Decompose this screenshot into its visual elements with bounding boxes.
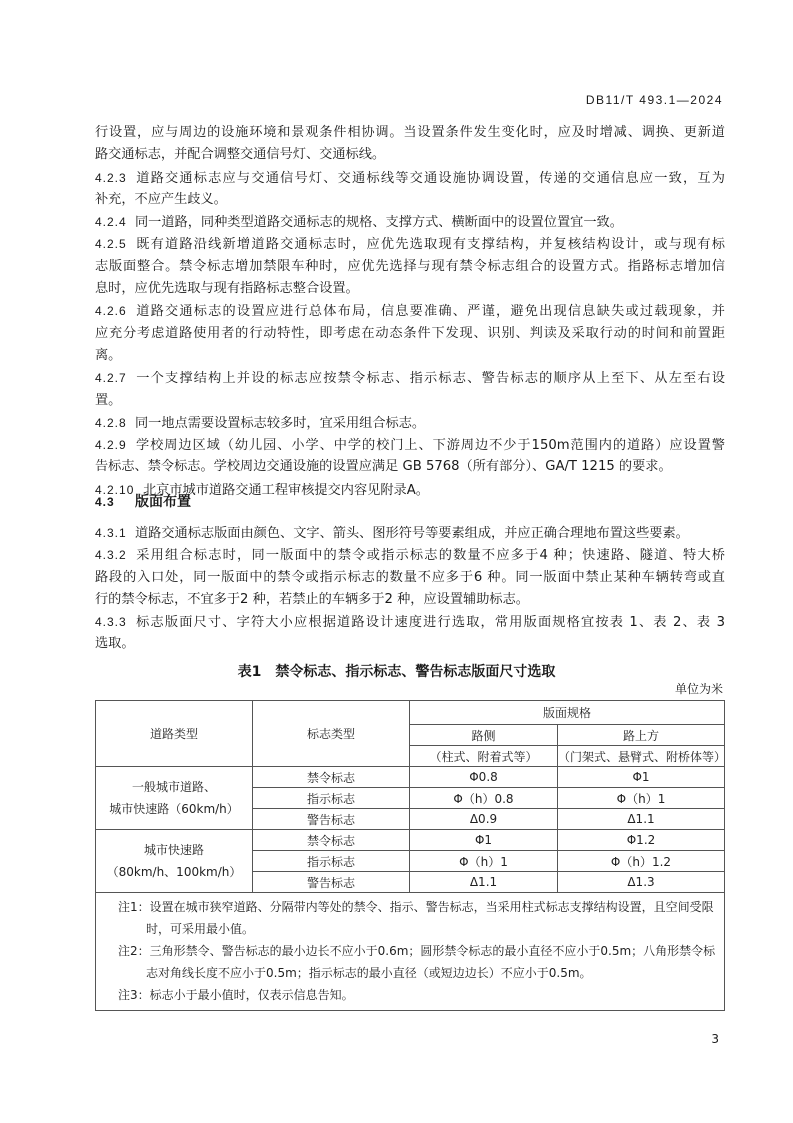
page-number: 3 bbox=[711, 1032, 719, 1046]
road-type-line: （80km/h、100km/h） bbox=[106, 865, 242, 879]
sign-type-cell: 警告标志 bbox=[253, 872, 410, 893]
clause-4-2-8 bbox=[95, 412, 725, 434]
overhead-cell: Φ1.2 bbox=[558, 830, 725, 851]
text-line: 选取。 bbox=[95, 636, 135, 652]
roadside-cell: Δ1.1 bbox=[410, 872, 558, 893]
overhead-cell: Φ（h）1 bbox=[558, 788, 725, 809]
clause-4-2-7 bbox=[95, 367, 725, 389]
text-line: 道路交通标志的设置应进行总体布局，信息要准确、严谨，避免出现信息缺失或过载现象，并 bbox=[135, 304, 725, 320]
table-caption: 表1 禁令标志、指示标志、警告标志版面尺寸选取 bbox=[237, 664, 556, 680]
text-line: 离。 bbox=[95, 347, 122, 363]
text-line: 行的禁令标志，不宜多于2 种，若禁止的车辆多于2 种，应设置辅助标志。 bbox=[95, 591, 529, 607]
clause-number: 4.2.3 bbox=[95, 170, 127, 185]
table-row bbox=[96, 767, 725, 788]
text-line: 补充，不应产生歧义。 bbox=[95, 191, 227, 207]
roadside-cell: Φ1 bbox=[410, 830, 558, 851]
clause-4-2-9 bbox=[95, 434, 725, 456]
text-line: 一个支撑结构上并设的标志应按禁令标志、指示标志、警告标志的顺序从上至下、从左至右设 bbox=[135, 371, 725, 387]
header-road-type: 道路类型 bbox=[96, 701, 253, 767]
roadside-cell: Φ0.8 bbox=[410, 767, 558, 788]
text-line: 应充分考虑道路使用者的行动特性，即考虑在动态条件下发现、识别、判读及采取行动的时间和前置距 bbox=[95, 325, 725, 341]
clause-number: 4.2.5 bbox=[95, 237, 127, 252]
header-roadside-sub: （柱式、附着式等） bbox=[410, 746, 558, 767]
roadside-cell: Δ0.9 bbox=[410, 809, 558, 830]
sign-type-cell: 禁令标志 bbox=[253, 767, 410, 788]
text-line: 路交通标志，并配合调整交通信号灯、交通标线。 bbox=[95, 147, 386, 163]
overhead-cell: Δ1.1 bbox=[558, 809, 725, 830]
text-line: 息时，应优先选取与现有指路标志整合设置。 bbox=[95, 281, 359, 297]
table-note: 注3：标志小于最小值时，仅表示信息告知。 bbox=[118, 988, 354, 1002]
clause-number: 4.2.4 bbox=[95, 215, 127, 230]
clause-number: 4.3.1 bbox=[95, 526, 127, 540]
road-type-cell bbox=[96, 767, 253, 830]
text-line: 北京市城市道路交通工程审核提交内容见附录A。 bbox=[143, 482, 429, 498]
roadside-cell: Φ（h）0.8 bbox=[410, 788, 558, 809]
road-type-line: 一般城市道路、 bbox=[131, 780, 216, 794]
road-type-line: 城市快速路（60km/h） bbox=[109, 802, 239, 816]
text-line: 同一地点需要设置标志较多时，宜采用组合标志。 bbox=[135, 415, 426, 431]
clause-4-3-3 bbox=[95, 611, 725, 633]
header-roadside: 路侧 bbox=[410, 725, 558, 746]
clause-4-2-4 bbox=[95, 211, 725, 233]
table-unit: 单位为米 bbox=[674, 682, 723, 696]
document-number: DB11/T 493.1—2024 bbox=[585, 93, 723, 107]
clause-number: 4.2.9 bbox=[95, 438, 127, 453]
clause-number: 4.2.10 bbox=[95, 482, 135, 497]
road-type-cell bbox=[96, 830, 253, 893]
clauses-4-2 bbox=[95, 122, 725, 501]
table-note: 注1：设置在城市狭窄道路、分隔带内等处的禁令、指示、警告标志，当采用柱式标志支撑结构设置，且空间受限时，可采用最小值。 bbox=[118, 900, 714, 936]
sign-type-cell: 指示标志 bbox=[253, 851, 410, 872]
clause-number: 4.2.7 bbox=[95, 371, 127, 386]
text-line: 告标志、禁令标志。学校周边交通设施的设置应满足 GB 5768（所有部分）、GA/T 1215 的要求。 bbox=[95, 459, 672, 475]
section-4-3-heading bbox=[95, 491, 725, 513]
text-line: 学校周边区域（幼儿园、小学、中学的校门上、下游周边不少于150m范围内的道路）应设置警 bbox=[135, 438, 725, 454]
sign-type-cell: 禁令标志 bbox=[253, 830, 410, 851]
clauses-4-3 bbox=[95, 522, 725, 656]
clause-4-3-2 bbox=[95, 544, 725, 566]
header-overhead-sub: （门架式、悬臂式、附桥体等） bbox=[558, 746, 725, 767]
text-line: 置。 bbox=[95, 392, 122, 408]
overhead-cell: Φ（h）1.2 bbox=[558, 851, 725, 872]
text-line: 既有道路沿线新增道路交通标志时，应优先选取现有支撑结构，并复核结构设计，或与现有标 bbox=[135, 237, 725, 253]
road-type-line: 城市快速路 bbox=[143, 843, 204, 857]
sign-type-cell: 警告标志 bbox=[253, 809, 410, 830]
table-notes bbox=[96, 893, 725, 1011]
text-line: 道路交通标志版面由颜色、文字、箭头、图形符号等要素组成，并应正确合理地布置这些要素。 bbox=[135, 526, 689, 541]
clause-number: 4.3.3 bbox=[95, 615, 127, 630]
overhead-cell: Φ1 bbox=[558, 767, 725, 788]
clause-4-3-1 bbox=[95, 522, 725, 544]
text-line: 采用组合标志时，同一版面中的禁令或指示标志的数量不应多于4 种；快速路、隧道、特大桥 bbox=[135, 548, 725, 564]
table-row bbox=[96, 830, 725, 851]
header-spec: 版面规格 bbox=[410, 701, 725, 725]
section-number: 4.3 bbox=[95, 495, 115, 509]
clause-4-2-5 bbox=[95, 233, 725, 255]
roadside-cell: Φ（h）1 bbox=[410, 851, 558, 872]
clause-number: 4.3.2 bbox=[95, 548, 127, 563]
header-overhead: 路上方 bbox=[558, 725, 725, 746]
clause-4-2-6 bbox=[95, 300, 725, 322]
text-line: 路段的入口处，同一版面中的禁令或指示标志的数量不应多于6 种。同一版面中禁止某种车辆转弯或直 bbox=[95, 569, 725, 585]
clause-number: 4.2.8 bbox=[95, 415, 127, 430]
table-note: 注2：三角形禁令、警告标志的最小边长不应小于0.6m；圆形禁令标志的最小直径不应小于0.5m；八角形禁令标志对角线长度不应小于0.5m；指示标志的最小直径（或短边边长）不应小于0.5m。 bbox=[118, 944, 716, 980]
sign-size-table bbox=[95, 700, 725, 1011]
text-line: 道路交通标志应与交通信号灯、交通标线等交通设施协调设置，传递的交通信息应一致，互为 bbox=[135, 170, 725, 186]
text-line: 标志版面尺寸、字符大小应根据道路设计速度进行选取，常用版面规格宜按表 1、表 2、表 3 bbox=[135, 615, 725, 631]
text-line: 志版面整合。禁令标志增加禁限车种时，应优先选择与现有禁令标志组合的设置方式。指路标志增加信 bbox=[95, 258, 725, 274]
text-line: 同一道路，同种类型道路交通标志的规格、支撑方式、横断面中的设置位置宜一致。 bbox=[135, 215, 623, 231]
section-title: 版面布置 bbox=[135, 494, 191, 510]
sign-type-cell: 指示标志 bbox=[253, 788, 410, 809]
header-sign-type: 标志类型 bbox=[253, 701, 410, 767]
text-line: 行设置，应与周边的设施环境和景观条件相协调。当设置条件发生变化时，应及时增减、调换、更新道 bbox=[95, 125, 725, 140]
clause-4-2-3 bbox=[95, 167, 725, 189]
overhead-cell: Δ1.3 bbox=[558, 872, 725, 893]
clause-number: 4.2.6 bbox=[95, 304, 127, 319]
